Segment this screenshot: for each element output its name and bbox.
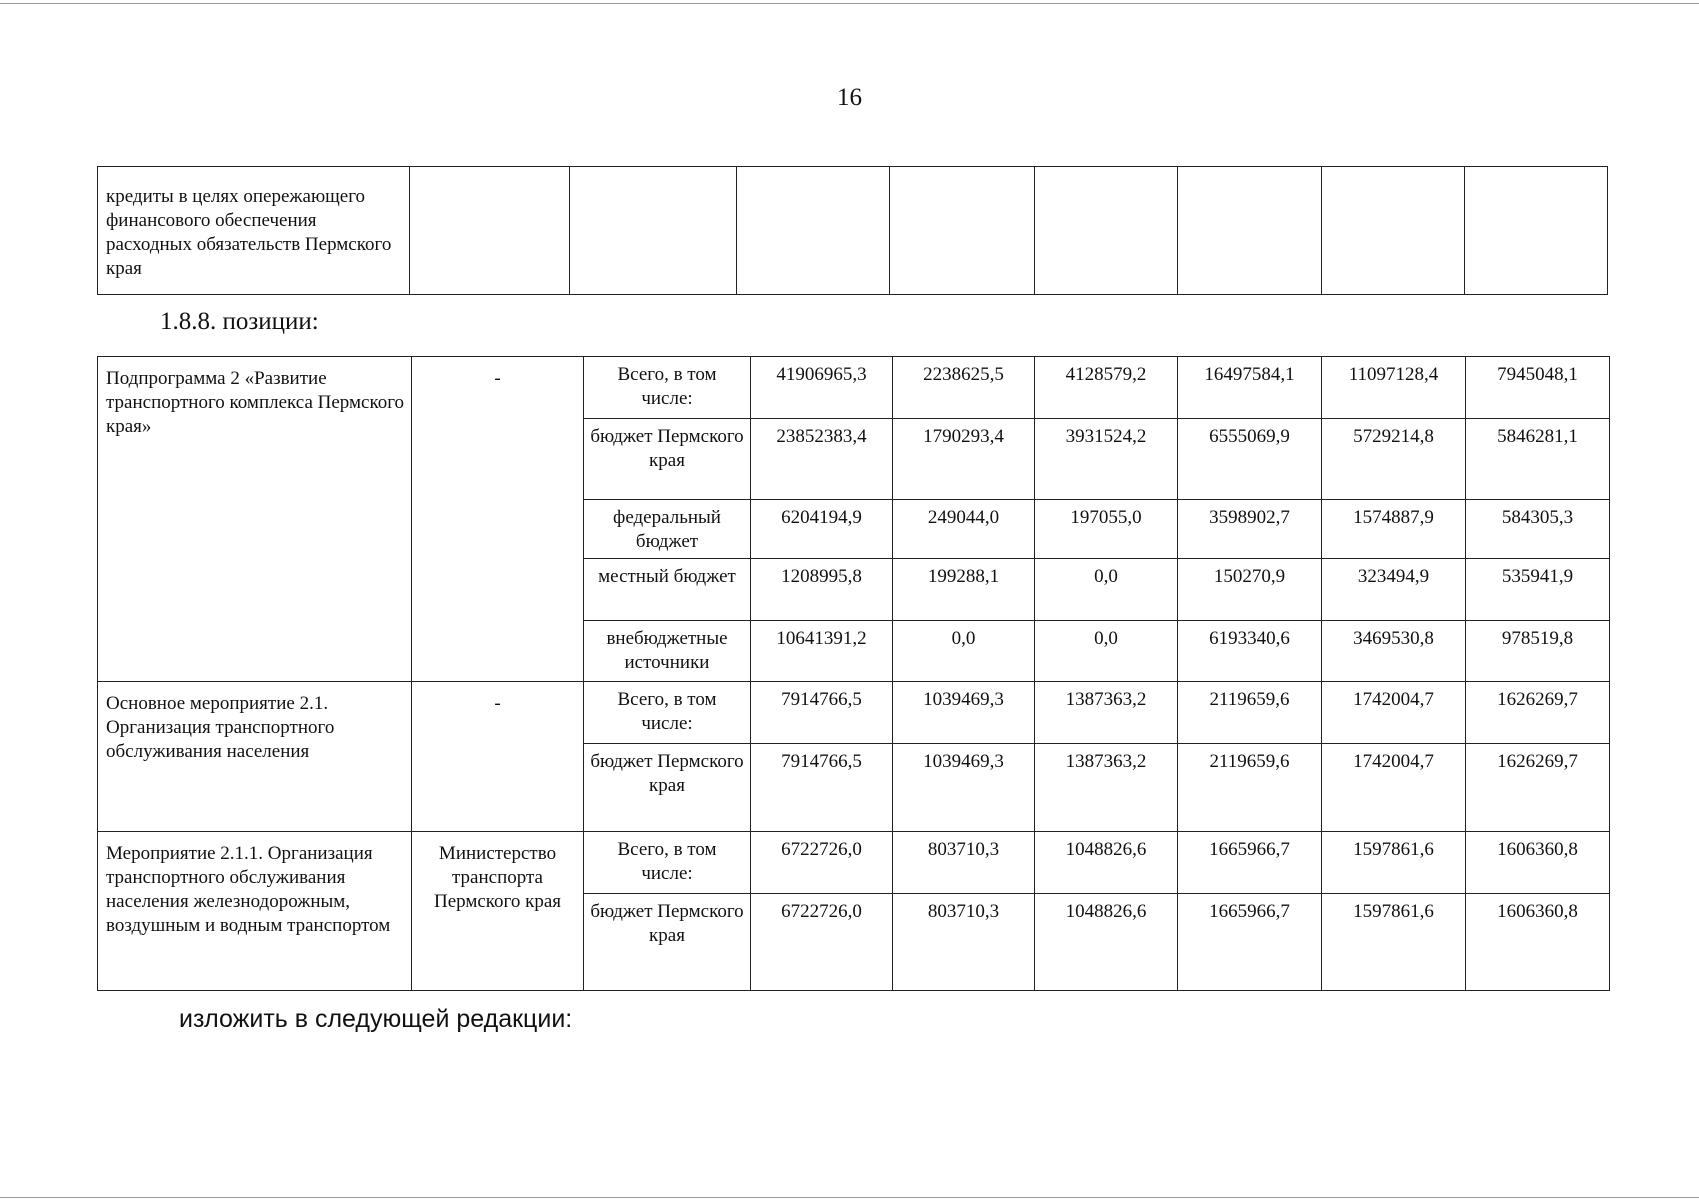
empty-cell — [1035, 167, 1178, 295]
funding-source-cell: бюджет Пермского края — [584, 419, 751, 500]
executor-cell: - — [412, 682, 584, 832]
top-table — [97, 166, 1608, 295]
executor-cell: Министерство транспорта Пермского края — [412, 832, 584, 991]
amount-cell: 1606360,8 — [1466, 894, 1610, 991]
amount-cell: 1597861,6 — [1322, 894, 1466, 991]
amount-cell: 6722726,0 — [751, 832, 893, 894]
amount-cell: 803710,3 — [893, 832, 1035, 894]
empty-cell — [737, 167, 890, 295]
amount-cell: 6555069,9 — [1178, 419, 1322, 500]
footer-text: изложить в следующей редакции: — [179, 1005, 573, 1033]
funding-source-cell: бюджет Пермского края — [584, 744, 751, 832]
amount-cell: 0,0 — [1035, 559, 1178, 621]
amount-cell: 1208995,8 — [751, 559, 893, 621]
amount-cell: 1387363,2 — [1035, 682, 1178, 744]
amount-cell: 4128579,2 — [1035, 357, 1178, 419]
amount-cell: 1048826,6 — [1035, 894, 1178, 991]
amount-cell: 0,0 — [893, 621, 1035, 682]
amount-cell: 1742004,7 — [1322, 682, 1466, 744]
funding-source-cell: Всего, в том числе: — [584, 357, 751, 419]
top-edge-line — [0, 3, 1699, 4]
amount-cell: 1039469,3 — [893, 744, 1035, 832]
funding-source-cell: Всего, в том числе: — [584, 682, 751, 744]
amount-cell: 7914766,5 — [751, 744, 893, 832]
amount-cell: 41906965,3 — [751, 357, 893, 419]
funding-source-cell: федеральный бюджет — [584, 500, 751, 559]
amount-cell: 3931524,2 — [1035, 419, 1178, 500]
empty-cell — [1322, 167, 1465, 295]
top-table-row — [98, 167, 1608, 295]
amount-cell: 1574887,9 — [1322, 500, 1466, 559]
amount-cell: 535941,9 — [1466, 559, 1610, 621]
amount-cell: 1665966,7 — [1178, 832, 1322, 894]
amount-cell: 6204194,9 — [751, 500, 893, 559]
amount-cell: 16497584,1 — [1178, 357, 1322, 419]
table-row — [98, 357, 1610, 419]
amount-cell: 0,0 — [1035, 621, 1178, 682]
amount-cell: 1790293,4 — [893, 419, 1035, 500]
amount-cell: 150270,9 — [1178, 559, 1322, 621]
page-number: 16 — [837, 84, 862, 111]
table-row — [98, 682, 1610, 744]
main-table — [97, 356, 1610, 991]
amount-cell: 6193340,6 — [1178, 621, 1322, 682]
executor-cell: - — [412, 357, 584, 682]
amount-cell: 1606360,8 — [1466, 832, 1610, 894]
amount-cell: 197055,0 — [1035, 500, 1178, 559]
empty-cell — [410, 167, 570, 295]
amount-cell: 1387363,2 — [1035, 744, 1178, 832]
amount-cell: 1665966,7 — [1178, 894, 1322, 991]
program-label: Подпрограмма 2 «Развитие транспортного комплекса Пермского края» — [98, 357, 412, 682]
program-label: Основное мероприятие 2.1. Организация транспортного обслуживания населения — [98, 682, 412, 832]
bottom-edge-line — [0, 1197, 1699, 1198]
amount-cell: 1597861,6 — [1322, 832, 1466, 894]
amount-cell: 2119659,6 — [1178, 744, 1322, 832]
table-row — [98, 832, 1610, 894]
amount-cell: 1626269,7 — [1466, 682, 1610, 744]
empty-cell — [1178, 167, 1322, 295]
credits-label: кредиты в целях опережающего финансового обеспечения расходных обязательств Пермского края — [98, 167, 410, 295]
amount-cell: 1626269,7 — [1466, 744, 1610, 832]
amount-cell: 803710,3 — [893, 894, 1035, 991]
amount-cell: 23852383,4 — [751, 419, 893, 500]
amount-cell: 3469530,8 — [1322, 621, 1466, 682]
empty-cell — [570, 167, 737, 295]
amount-cell: 2119659,6 — [1178, 682, 1322, 744]
empty-cell — [890, 167, 1035, 295]
program-label: Мероприятие 2.1.1. Организация транспортного обслуживания населения железнодорожным, воздушным и водным транспортом — [98, 832, 412, 991]
amount-cell: 2238625,5 — [893, 357, 1035, 419]
funding-source-cell: бюджет Пермского края — [584, 894, 751, 991]
funding-source-cell: Всего, в том числе: — [584, 832, 751, 894]
amount-cell: 1742004,7 — [1322, 744, 1466, 832]
empty-cell — [1465, 167, 1608, 295]
amount-cell: 199288,1 — [893, 559, 1035, 621]
amount-cell: 5846281,1 — [1466, 419, 1610, 500]
amount-cell: 7914766,5 — [751, 682, 893, 744]
amount-cell: 1048826,6 — [1035, 832, 1178, 894]
amount-cell: 584305,3 — [1466, 500, 1610, 559]
amount-cell: 978519,8 — [1466, 621, 1610, 682]
amount-cell: 7945048,1 — [1466, 357, 1610, 419]
amount-cell: 1039469,3 — [893, 682, 1035, 744]
amount-cell: 10641391,2 — [751, 621, 893, 682]
amount-cell: 3598902,7 — [1178, 500, 1322, 559]
section-title: 1.8.8. позиции: — [160, 308, 319, 335]
funding-source-cell: местный бюджет — [584, 559, 751, 621]
funding-source-cell: внебюджетные источники — [584, 621, 751, 682]
amount-cell: 6722726,0 — [751, 894, 893, 991]
amount-cell: 249044,0 — [893, 500, 1035, 559]
amount-cell: 11097128,4 — [1322, 357, 1466, 419]
amount-cell: 323494,9 — [1322, 559, 1466, 621]
amount-cell: 5729214,8 — [1322, 419, 1466, 500]
